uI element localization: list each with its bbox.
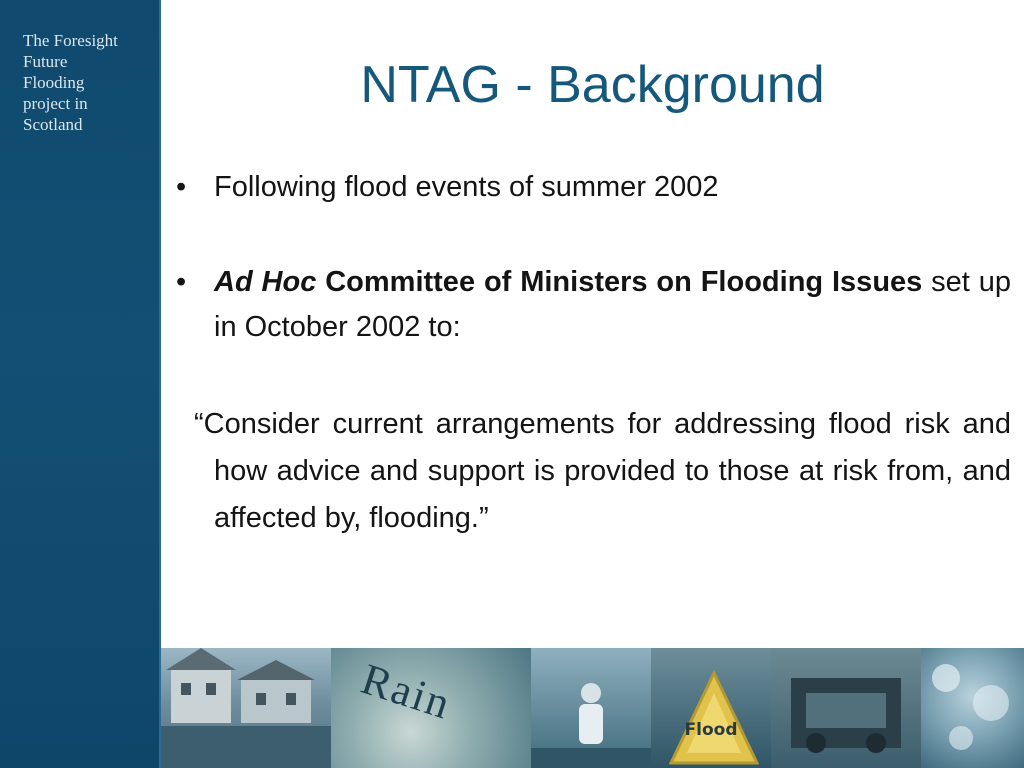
houses-illustration [161,648,331,768]
bullet-text: set up in October 2002 to: [214,266,1012,343]
droplets-illustration [921,648,1024,768]
emphasis-text: Ad Hoc [214,266,317,298]
sidebar-title-line: Future [23,52,68,71]
bullet-item [168,165,1011,210]
rescue-worker-image [531,648,651,768]
committee-name: Committee of Ministers on Flooding Issues [316,266,923,298]
warning-triangle-icon [669,668,759,768]
slide-title: NTAG - Background [360,56,825,114]
sidebar-title-line: Flooding [23,73,85,92]
flood-text: Flood [684,720,738,740]
sidebar-title-line: The Foresight [23,31,118,50]
slide-content [168,165,1011,542]
rain-text: Rain [355,654,458,729]
flooded-car-image [771,648,921,768]
photo-strip [161,648,1024,768]
worker-illustration [531,648,651,768]
bullet-dot: • [176,266,187,298]
car-illustration [771,648,921,768]
riverside-houses-image [161,648,331,768]
bullet-item [168,260,1011,350]
sidebar [0,0,161,768]
sidebar-title-line: project in [23,94,88,113]
quote-text: “Consider current arrangements for addressing flood risk and how advice and support is provided to those at risk from, and affected by, flooding.” [194,408,1011,534]
bullet-text: Following flood events of summer 2002 [214,171,719,203]
water-droplets-image [921,648,1024,768]
flood-sign-image [651,648,771,768]
bullet-dot: • [176,171,187,203]
sidebar-title-line: Scotland [23,115,83,134]
sidebar-project-title [23,30,153,135]
rain-gauge-image [331,648,531,768]
